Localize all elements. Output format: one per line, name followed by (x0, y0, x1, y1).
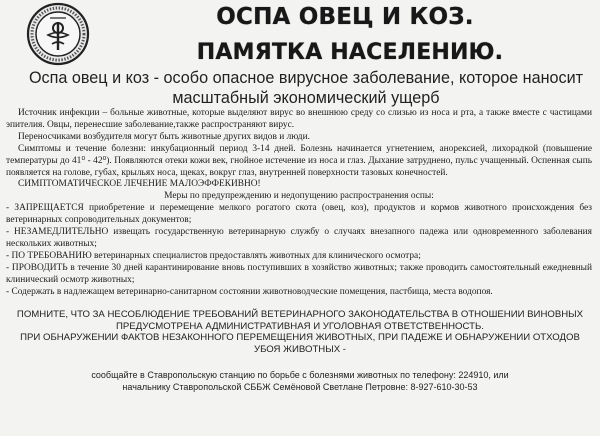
list-item-inspection: - ПО ТРЕБОВАНИЮ ветеринарных специалистов предоставлять животных для клинического осмотра; (6, 250, 421, 261)
paragraph-symptoms: Симптомы и течение болезни: инкубационный период 3-14 дней. Болезнь начинается угнетением, анорексией, лихорадкой (повышение температуры до 41⁰ - 42⁰). Появляются отеки кожи век, гнойное истечение из носа и глаз. Дыхание затруднено, пульс учащенный. Оспенная сыпь появляется на голове, губах, крыльях носа, щеках, вокруг глаз, внутренней поверхности тазовых конечностей. (6, 143, 592, 178)
contact-info (90, 370, 510, 393)
warning-liability: ПОМНИТЕ, ЧТО ЗА НЕСОБЛЮДЕНИЕ ТРЕБОВАНИЙ ВЕТЕРИНАРНОГО ЗАКОНОДАТЕЛЬСТВА В ОТНОШЕНИИ ВИНОВНЫХ ПРЕДУСМОТРЕНА АДМИНИСТРАТИВНАЯ И УГОЛОВНАЯ ОТВЕТСТВЕННОСТЬ. (16, 309, 584, 332)
page-title-line2: ПАМЯТКА НАСЕЛЕНИЮ. (196, 40, 504, 65)
veterinary-emblem-icon (26, 2, 90, 66)
contact-station: сообщайте в Ставропольскую станцию по борьбе с болезнями животных по телефону: 224910, или (91, 370, 509, 380)
lead-statement: Оспа овец и коз - особо опасное вирусное заболевание, которое наносит масштабный экономический ущерб (28, 69, 584, 107)
paragraph-measures-heading: Меры по предупреждению и недопущению распространения оспы: (164, 191, 434, 202)
page-title-line1: ОСПА ОВЕЦ И КОЗ. (216, 4, 474, 30)
list-item-prohibited: - ЗАПРЕЩАЕТСЯ приобретение и перемещение мелкого рогатого скота (овец, коз), продуктов и кормов животного происхождения без ветеринарных сопроводительных документов; (6, 203, 592, 226)
liability-warning (10, 309, 590, 355)
warning-report: ПРИ ОБНАРУЖЕНИИ ФАКТОВ НЕЗАКОННОГО ПЕРЕМЕЩЕНИЯ ЖИВОТНЫХ, ПРИ ПАДЕЖЕ И ОБНАРУЖЕНИИ ОТХОДОВ УБОЯ ЖИВОТНЫХ - (20, 332, 580, 355)
paragraph-infection-source: Источник инфекции – больные животные, которые выделяют вирус во внешнюю среду со слизью из носа и рта, а также вместе с частицами эпителия. Овцы, перенесшие заболевание,также распространяют вирус. (6, 108, 592, 130)
memo-body (6, 108, 592, 299)
list-item-quarantine: - ПРОВОДИТЬ в течение 30 дней карантинирование вновь поступивших в хозяйство животных; также проводить самостоятельный ежедневный клинический осмотр животных; (6, 262, 592, 285)
list-item-notify: - НЕЗАМЕДЛИТЕЛЬНО извещать государственную ветеринарную службу о случаях внезапного падежа или одновременного заболевания нескольких животных; (6, 227, 592, 249)
paragraph-treatment-warning: СИМПТОМАТИЧЕСКОЕ ЛЕЧЕНИЕ МАЛОЭФФЕКИВНО! (18, 179, 261, 190)
paragraph-carriers: Переносчиками возбудителя могут быть животные других видов и люди. (18, 131, 310, 142)
contact-head: начальнику Ставропольской СББЖ Семёновой Светлане Петровне: 8-927-610-30-53 (122, 381, 478, 392)
list-item-sanitary: - Содержать в надлежащем ветеринарно-санитарном состоянии животноводческие помещения, пастбища, места водопоя. (6, 286, 493, 297)
